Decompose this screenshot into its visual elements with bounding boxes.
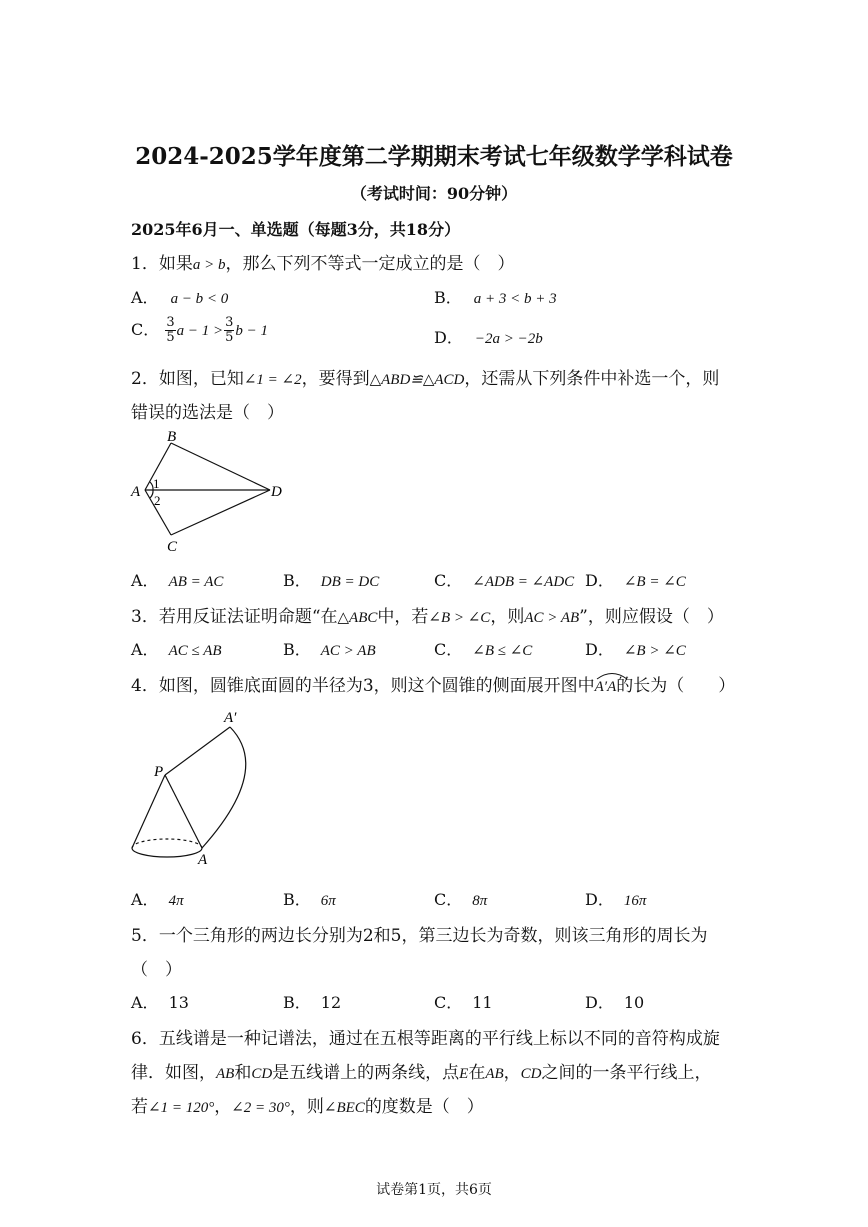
option-label: A． xyxy=(131,640,159,659)
q1-text: ，那么下列不等式一定成立的是（ ） xyxy=(225,254,515,274)
question-4-stem xyxy=(131,671,735,696)
question-3-stem xyxy=(131,602,724,627)
option-expression: 16π xyxy=(623,893,647,909)
section-heading: 2025年6月一、单选题（每题3分，共18分） xyxy=(131,220,461,239)
question-6-stem-line3: 若∠1 = 120°，∠2 = 30°，则∠BEC的度数是（ ） xyxy=(131,1097,484,1117)
option-label: B． xyxy=(283,890,311,909)
page-footer: 试卷第1页，共6页 xyxy=(376,1182,492,1198)
segment-bd xyxy=(171,443,270,490)
q5-option-a[interactable] xyxy=(131,990,189,1013)
point-a-prime-label: A′ xyxy=(224,710,237,726)
sector-pa-prime xyxy=(165,727,230,775)
q1-option-d[interactable] xyxy=(434,325,543,348)
exam-title: 2024-2025学年度第二学期期末考试七年级数学学科试卷 xyxy=(135,143,733,170)
option-expression: −2a > −2b xyxy=(474,331,543,347)
q3-text: ，则 xyxy=(490,607,525,627)
q3-conclusion: AC > AB xyxy=(524,610,580,626)
q3-text: ”，则应假设（ ） xyxy=(579,607,724,627)
point-a-label: A xyxy=(131,484,141,500)
option-expression: b − 1 xyxy=(235,323,269,339)
option-expression: 11 xyxy=(472,993,493,1012)
option-expression: ∠B = ∠C xyxy=(623,574,686,590)
point-p-label: P xyxy=(154,764,164,780)
option-expression: 12 xyxy=(320,993,342,1012)
q3-option-d[interactable] xyxy=(585,637,686,660)
question-2-stem xyxy=(131,364,719,389)
q3-number: 3．若用反证法证明命题“在 xyxy=(131,607,338,627)
option-label: B． xyxy=(434,288,462,307)
q4-option-a[interactable] xyxy=(131,887,184,910)
option-label: B． xyxy=(283,640,311,659)
q5-option-d[interactable] xyxy=(585,990,644,1013)
point-a-label: A xyxy=(198,852,208,868)
base-front xyxy=(132,848,202,857)
arc-overline-icon xyxy=(595,670,629,680)
base-back xyxy=(132,839,202,848)
q1-number: 1．如果 xyxy=(131,254,193,274)
q5-option-b[interactable] xyxy=(283,990,341,1013)
q4-text: 4．如图，圆锥底面圆的半径为3，则这个圆锥的侧面展开图中 xyxy=(131,676,595,696)
option-label: D． xyxy=(434,328,463,347)
q3-option-b[interactable] xyxy=(283,637,376,660)
option-expression: a − b < 0 xyxy=(170,291,229,307)
q4-option-d[interactable] xyxy=(585,887,646,910)
q3-condition: ∠B > ∠C xyxy=(428,610,491,626)
q2-option-a[interactable] xyxy=(131,568,223,591)
option-label: C． xyxy=(434,890,463,909)
q3-option-a[interactable] xyxy=(131,637,222,660)
option-expression: ∠B ≤ ∠C xyxy=(472,643,533,659)
option-label: C． xyxy=(434,640,463,659)
fraction-3-5: $\frac{3}{5}$ xyxy=(166,315,175,345)
option-expression: 6π xyxy=(320,893,336,909)
option-label: A． xyxy=(131,288,159,307)
q4-option-b[interactable] xyxy=(283,887,336,910)
q4-text: 的长为（ ） xyxy=(616,676,736,696)
sector-arc xyxy=(202,727,246,848)
option-expression: 8π xyxy=(472,893,488,909)
q2-option-b[interactable] xyxy=(283,568,379,591)
option-expression: a + 3 < b + 3 xyxy=(473,291,557,307)
fraction-3-5: $\frac{3}{5}$ xyxy=(225,315,234,345)
q2-option-c[interactable] xyxy=(434,568,574,591)
option-expression: 4π xyxy=(168,893,184,909)
q4-figure-cone xyxy=(120,700,270,870)
q2-figure-kite xyxy=(125,425,295,555)
q2-text: ，要得到 xyxy=(301,369,370,389)
q1-option-c[interactable] xyxy=(131,316,268,345)
option-expression: AC > AB xyxy=(320,643,376,659)
q5-option-c[interactable] xyxy=(434,990,493,1013)
option-label: A． xyxy=(131,993,159,1012)
cone-pa-edge xyxy=(165,775,202,848)
q2-condition: ∠1 = ∠2 xyxy=(243,372,302,388)
segment-cd xyxy=(171,490,270,535)
option-expression: AC ≤ AB xyxy=(168,643,222,659)
q2-number: 2．如图，已知 xyxy=(131,369,244,389)
q1-option-b[interactable] xyxy=(434,285,557,308)
q2-option-d[interactable] xyxy=(585,568,686,591)
option-expression: ∠ADB = ∠ADC xyxy=(472,574,575,590)
option-label: A． xyxy=(131,571,159,590)
q2-congruence: △ABD≌△ACD xyxy=(369,372,465,388)
q3-triangle: △ABC xyxy=(337,610,378,626)
q4-option-c[interactable] xyxy=(434,887,487,910)
option-expression: 10 xyxy=(623,993,645,1012)
option-label: C． xyxy=(434,571,463,590)
question-1-stem xyxy=(131,249,514,274)
q1-condition: a > b xyxy=(192,257,226,273)
angle-2-label: 2 xyxy=(154,493,161,508)
exam-duration: （考试时间：90分钟） xyxy=(350,184,518,203)
point-b-label: B xyxy=(167,429,177,445)
q3-option-c[interactable] xyxy=(434,637,532,660)
point-c-label: C xyxy=(167,539,178,555)
point-d-label: D xyxy=(271,484,282,500)
option-label: D． xyxy=(585,890,614,909)
q1-option-a[interactable] xyxy=(131,285,228,308)
option-label: B． xyxy=(283,571,311,590)
angle-2-arc xyxy=(150,490,153,498)
question-2-stem-line2: 错误的选法是（ ） xyxy=(131,403,284,423)
q3-text: 中，若 xyxy=(377,607,429,627)
arc-notation: A′A xyxy=(595,676,617,696)
option-expression: ∠B > ∠C xyxy=(623,643,686,659)
option-label: D． xyxy=(585,640,614,659)
option-label: A． xyxy=(131,890,159,909)
option-label: B． xyxy=(283,993,311,1012)
option-expression: AB = AC xyxy=(168,574,224,590)
question-6-stem: 6．五线谱是一种记谱法，通过在五根等距离的平行线上标以不同的音符构成旋 xyxy=(131,1029,720,1049)
option-label: C． xyxy=(434,993,463,1012)
option-expression: 13 xyxy=(168,993,189,1012)
question-5-stem-line2: （ ） xyxy=(131,960,182,980)
option-expression: DB = DC xyxy=(320,574,380,590)
question-5-stem: 5．一个三角形的两边长分别为2和5，第三边长为奇数，则该三角形的周长为 xyxy=(131,926,708,946)
cone-left-edge xyxy=(132,775,165,848)
option-label: D． xyxy=(585,993,614,1012)
option-label: D． xyxy=(585,571,614,590)
option-label: C． xyxy=(131,320,160,339)
angle-1-label: 1 xyxy=(153,476,160,491)
q2-text: ，还需从下列条件中补选一个，则 xyxy=(464,369,720,389)
option-expression: a − 1 > xyxy=(176,323,224,339)
question-6-stem-line2: 律．如图，AB和CD是五线谱上的两条线，点E在AB，CD之间的一条平行线上， xyxy=(131,1063,712,1083)
